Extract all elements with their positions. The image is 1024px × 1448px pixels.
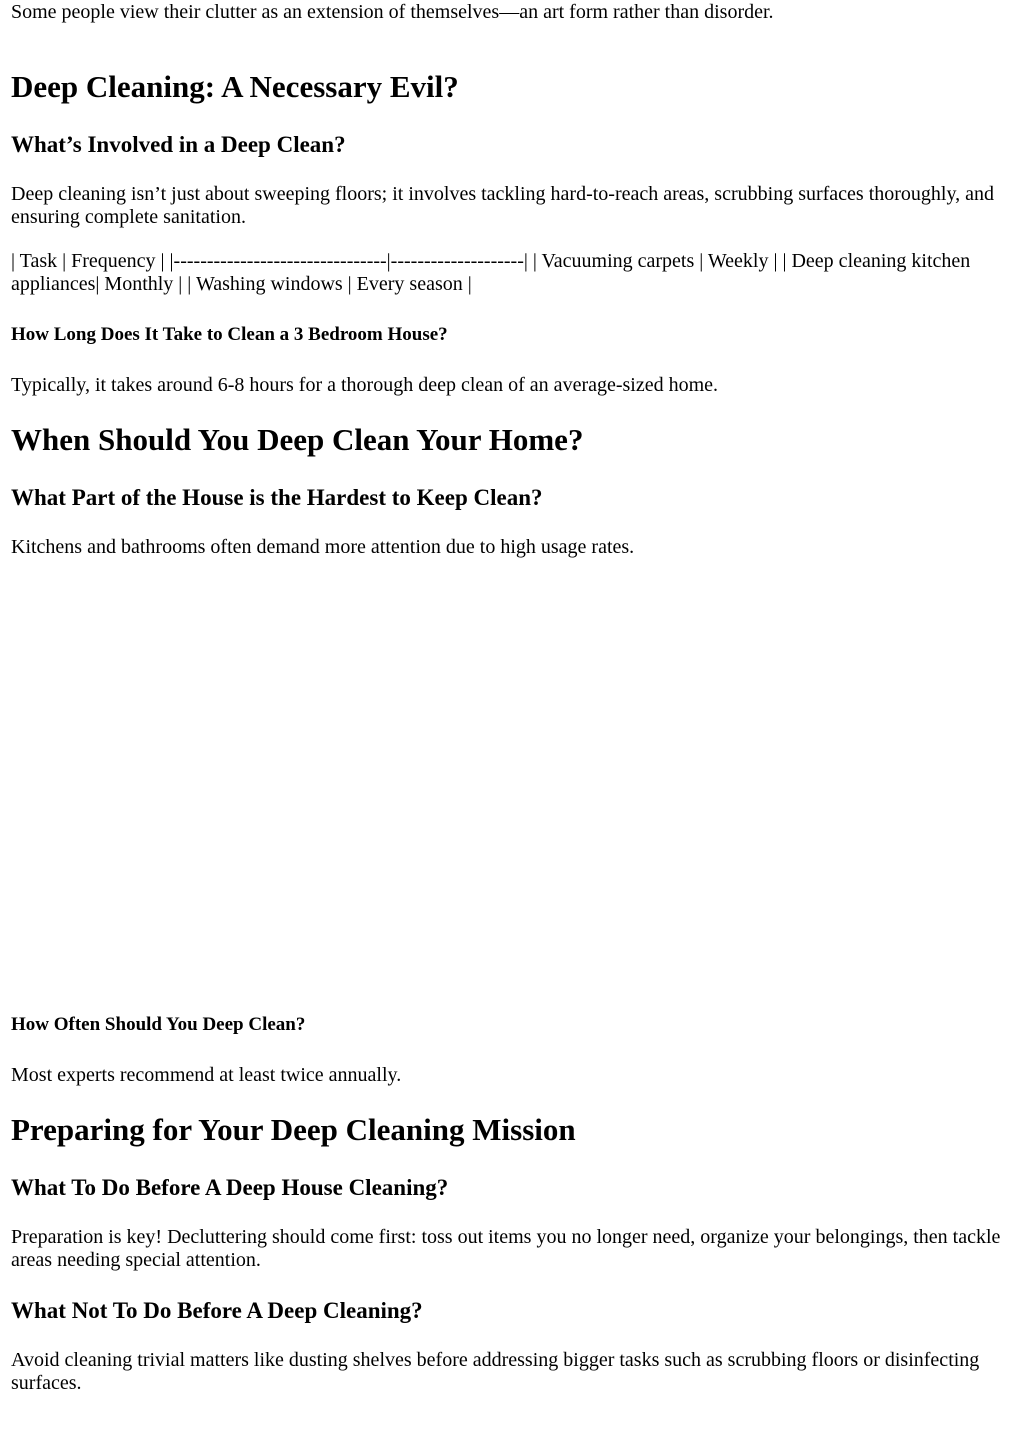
markdown-table-text: | Task | Frequency | |--------------------------------|--------------------| | Vacuuming carpets | Weekly | | Deep cleaning kitchen appliances| Monthly | | Washing windows | Every season | bbox=[11, 250, 971, 295]
minor-heading-how-long: How Long Does It Take to Clean a 3 Bedroom House? bbox=[11, 324, 448, 345]
paragraph-preparation: Preparation is key! Decluttering should come first: toss out items you no longer need, organize your belongings, then tackle areas needing special attention. bbox=[11, 1226, 1001, 1271]
subheading-what-to-do: What To Do Before A Deep House Cleaning? bbox=[11, 1175, 449, 1200]
paragraph-how-long: Typically, it takes around 6-8 hours for a thorough deep clean of an average-sized home. bbox=[11, 374, 719, 396]
subheading-hardest-part: What Part of the House is the Hardest to Keep Clean? bbox=[11, 485, 543, 510]
subheading-what-not-to-do: What Not To Do Before A Deep Cleaning? bbox=[11, 1298, 423, 1323]
paragraph-kitchens-bathrooms: Kitchens and bathrooms often demand more attention due to high usage rates. bbox=[11, 536, 635, 558]
paragraph-how-often: Most experts recommend at least twice annually. bbox=[11, 1064, 402, 1086]
section-heading-when-deep-clean: When Should You Deep Clean Your Home? bbox=[11, 422, 584, 457]
minor-heading-how-often: How Often Should You Deep Clean? bbox=[11, 1014, 306, 1035]
paragraph-avoid-trivial: Avoid cleaning trivial matters like dusting shelves before addressing bigger tasks such as scrubbing floors or disinfecting surfaces. bbox=[11, 1349, 980, 1394]
section-heading-preparing: Preparing for Your Deep Cleaning Mission bbox=[11, 1112, 576, 1147]
intro-paragraph: Some people view their clutter as an extension of themselves—an art form rather than disorder. bbox=[11, 1, 774, 23]
paragraph-deep-clean-involves: Deep cleaning isn’t just about sweeping floors; it involves tackling hard-to-reach areas, scrubbing surfaces thoroughly, and ensuring complete sanitation. bbox=[11, 183, 995, 228]
subheading-whats-involved: What’s Involved in a Deep Clean? bbox=[11, 132, 346, 157]
section-heading-deep-cleaning: Deep Cleaning: A Necessary Evil? bbox=[11, 69, 459, 104]
